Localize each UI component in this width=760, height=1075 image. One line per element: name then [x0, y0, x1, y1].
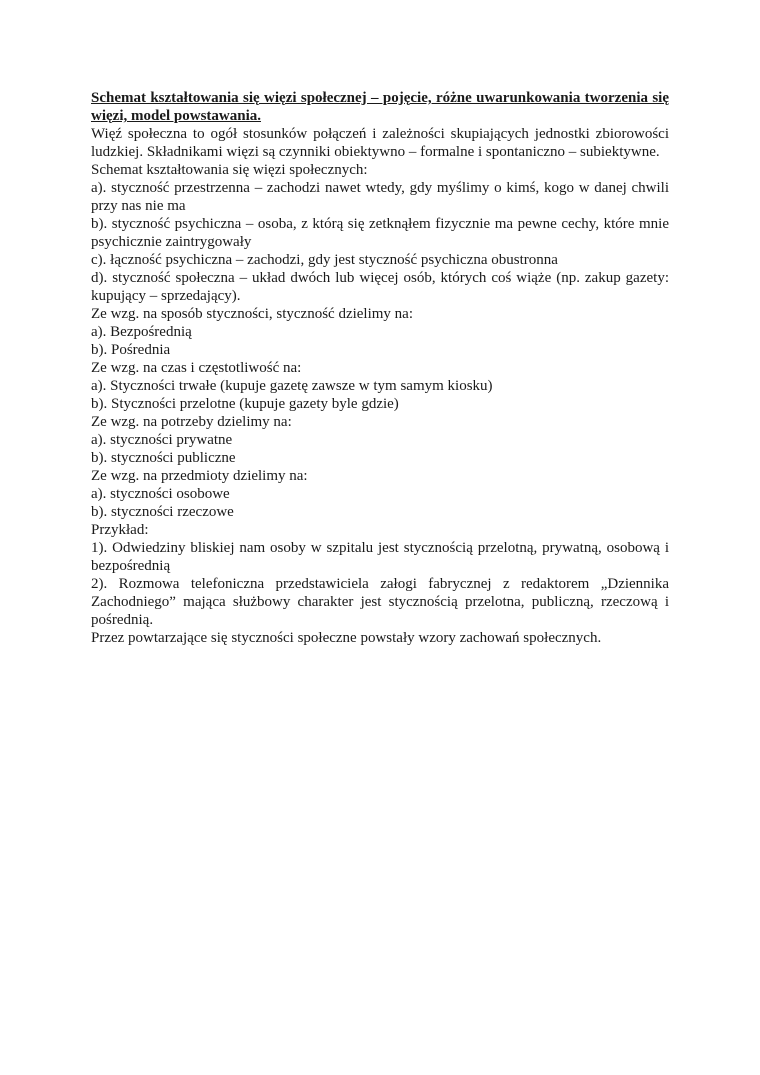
sposob-heading: Ze wzg. na sposób styczności, styczność dzielimy na: — [91, 306, 414, 322]
schema-item: d). styczność społeczna – układ dwóch lub więcej osób, których coś wiąże (np. zakup gazety: kupujący – sprzedający). — [91, 270, 669, 304]
schema-item: b). styczność psychiczna – osoba, z którą się zetknąłem fizycznie ma pewne cechy, które mnie psychicznie zaintrygowały — [91, 216, 669, 250]
potrzeby-heading: Ze wzg. na potrzeby dzielimy na: — [91, 414, 292, 430]
schema-item: a). styczność przestrzenna – zachodzi nawet wtedy, gdy myślimy o kimś, kogo w danej chwili przy nas nie ma — [91, 180, 669, 214]
document-title: Schemat kształtowania się więzi społecznej – pojęcie, różne uwarunkowania tworzenia się więzi, model powstawania. — [91, 90, 669, 124]
czas-heading: Ze wzg. na czas i częstotliwość na: — [91, 360, 302, 376]
czas-item: b). Styczności przelotne (kupuje gazety byle gdzie) — [91, 396, 399, 412]
closing-paragraph: Przez powtarzające się styczności społeczne powstały wzory zachowań społecznych. — [91, 630, 602, 646]
example-item: 1). Odwiedziny bliskiej nam osoby w szpitalu jest stycznością przelotną, prywatną, osobową i bezpośrednią — [91, 540, 669, 574]
intro-paragraph: Więź społeczna to ogół stosunków połączeń i zależności skupiających jednostki zbiorowości ludzkiej. Składnikami więzi są czynniki obiektywno – formalne i spontaniczno – subiektywne. — [91, 126, 669, 160]
document-body — [91, 89, 669, 647]
example-heading: Przykład: — [91, 522, 149, 538]
potrzeby-item: a). styczności prywatne — [91, 432, 233, 448]
czas-item: a). Styczności trwałe (kupuje gazetę zawsze w tym samym kiosku) — [91, 378, 493, 394]
sposob-item: b). Pośrednia — [91, 342, 171, 358]
przedmioty-item: b). styczności rzeczowe — [91, 504, 234, 520]
sposob-item: a). Bezpośrednią — [91, 324, 192, 340]
schema-item: c). łączność psychiczna – zachodzi, gdy jest styczność psychiczna obustronna — [91, 252, 558, 268]
example-item: 2). Rozmowa telefoniczna przedstawiciela załogi fabrycznej z redaktorem „Dziennika Zachodniego” mająca służbowy charakter jest stycznością przelotna, publiczną, rzeczową i pośrednią. — [91, 576, 669, 628]
potrzeby-item: b). styczności publiczne — [91, 450, 236, 466]
schema-heading: Schemat kształtowania się więzi społecznych: — [91, 162, 368, 178]
przedmioty-heading: Ze wzg. na przedmioty dzielimy na: — [91, 468, 308, 484]
przedmioty-item: a). styczności osobowe — [91, 486, 230, 502]
